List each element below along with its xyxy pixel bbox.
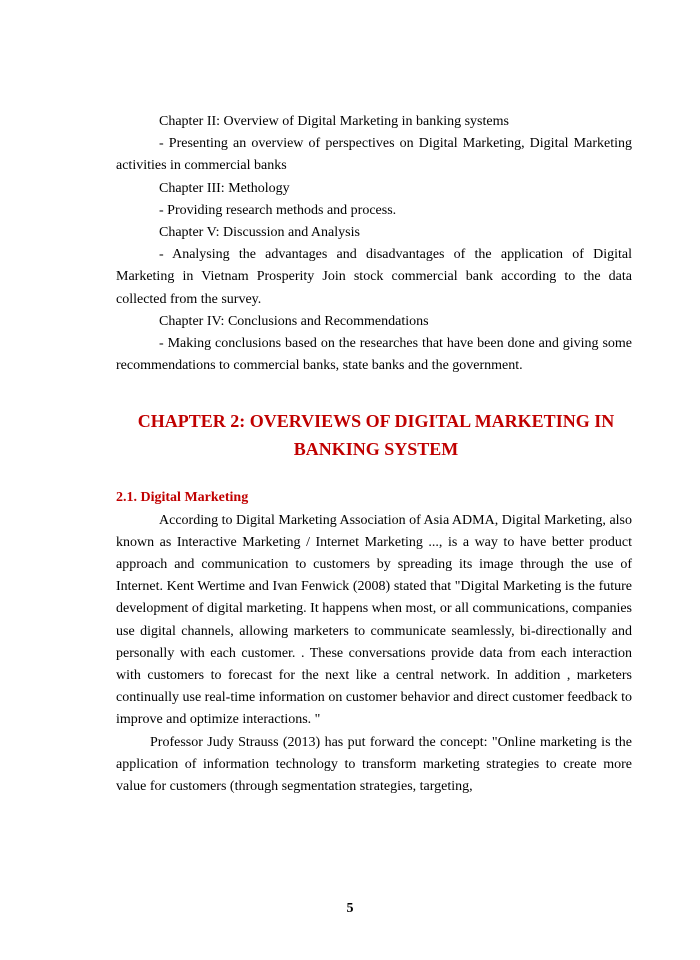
chapter-iii-line: Chapter III: Methology [159,180,290,196]
page-number: 5 [346,901,354,916]
chapter-iv-description: - Making conclusions based on the researches that have been done and giving some recommendations to commercial banks, state banks and the government. [116,336,632,374]
chapter-v-line: Chapter V: Discussion and Analysis [159,225,360,241]
section-paragraph-1: According to Digital Marketing Association of Asia ADMA, Digital Marketing, also known as Interactive Marketing / Internet Marketing ..., is a way to have better product approach and communication to customers by spreading its image through the use of Internet. Kent Wertime and Ivan Fenwick (2008) stated that "Digital Marketing is the future development of digital marketing. It happens when most, or all communications, companies use digital channels, allowing marketers to communicate seamlessly, bi-directionally and personally with each customer. . These conversations provide data from each interaction with customers to forecast for the next like a central network. In addition , marketers continually use real-time information on customer behavior and direct customer feedback to improve and optimize interactions. " [116,512,632,728]
chapter-v-description: - Analysing the advantages and disadvantages of the application of Digital Marketing in Vietnam Prosperity Join stock commercial bank according to the data collected from the survey. [116,247,632,307]
intro-block [116,111,632,377]
chapter-ii-description: - Presenting an overview of perspectives on Digital Marketing, Digital Marketing activities in commercial banks [116,136,632,174]
chapter-ii-line: Chapter II: Overview of Digital Marketing in banking systems [159,114,509,129]
chapter-iv-line: Chapter IV: Conclusions and Recommendations [159,313,429,329]
chapter-iii-description: - Providing research methods and process. [159,202,397,218]
document-page [116,111,632,798]
section-heading: 2.1. Digital Marketing [116,490,249,506]
chapter-title: CHAPTER 2: OVERVIEWS OF DIGITAL MARKETING IN BANKING SYSTEM [137,411,615,460]
section-paragraph-2: Professor Judy Strauss (2013) has put forward the concept: "Online marketing is the application of information technology to transform marketing strategies to create more value for customers (through segmentation strategies, targeting, [116,734,632,795]
